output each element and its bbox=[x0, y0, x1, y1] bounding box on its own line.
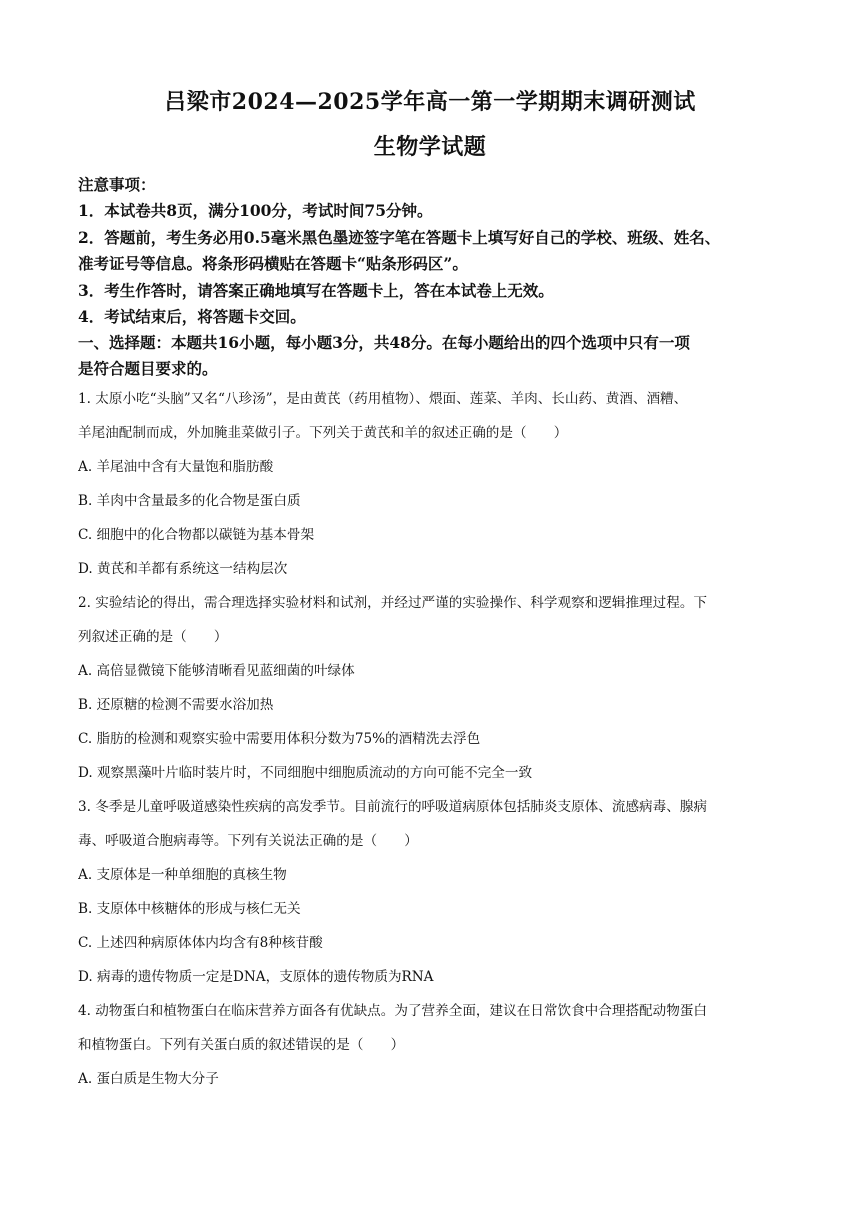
notice-item: 准考证号等信息。将条形码横贴在答题卡“贴条形码区”。 bbox=[78, 254, 468, 273]
section-heading-cont: 是符合题目要求的。 bbox=[78, 359, 218, 378]
notice-item: 1．本试卷共8页，满分100分，考试时间75分钟。 bbox=[78, 201, 433, 220]
notice-heading: 注意事项： bbox=[78, 175, 156, 194]
question-3-option-b: B. 支原体中核糖体的形成与核仁无关 bbox=[78, 901, 301, 917]
question-3-option-d: D. 病毒的遗传物质一定是DNA，支原体的遗传物质为RNA bbox=[78, 969, 434, 985]
question-1-stem-cont: 羊尾油配制而成，外加腌韭菜做引子。下列关于黄芪和羊的叙述正确的是（ ） bbox=[78, 425, 568, 441]
exam-subtitle: 生物学试题 bbox=[373, 134, 487, 160]
question-3-option-c: C. 上述四种病原体体内均含有8种核苷酸 bbox=[78, 935, 323, 951]
question-1-stem: 1. 太原小吃“头脑”又名“八珍汤”，是由黄芪（药用植物）、煨面、莲菜、羊肉、长山药、黄酒、酒糟、 bbox=[78, 391, 688, 407]
question-2-option-b: B. 还原糖的检测不需要水浴加热 bbox=[78, 697, 274, 713]
question-2-stem-cont: 列叙述正确的是（ ） bbox=[78, 629, 228, 645]
question-2-stem: 2. 实验结论的得出，需合理选择实验材料和试剂，并经过严谨的实验操作、科学观察和逻辑推理过程。下 bbox=[78, 595, 708, 611]
question-4-stem-cont: 和植物蛋白。下列有关蛋白质的叙述错误的是（ ） bbox=[78, 1037, 405, 1053]
question-2-option-a: A. 高倍显微镜下能够清晰看见蓝细菌的叶绿体 bbox=[78, 663, 355, 679]
question-1-option-d: D. 黄芪和羊都有系统这一结构层次 bbox=[78, 561, 288, 577]
notice-item: 3．考生作答时，请答案正确地填写在答题卡上，答在本试卷上无效。 bbox=[78, 281, 554, 300]
section-heading: 一、选择题：本题共16小题，每小题3分，共48分。在每小题给出的四个选项中只有一项 bbox=[78, 333, 690, 352]
question-3-stem-cont: 毒、呼吸道合胞病毒等。下列有关说法正确的是（ ） bbox=[78, 833, 418, 849]
question-1-option-b: B. 羊肉中含量最多的化合物是蛋白质 bbox=[78, 493, 301, 509]
question-2-option-c: C. 脂肪的检测和观察实验中需要用体积分数为75%的酒精洗去浮色 bbox=[78, 731, 481, 747]
question-3-stem: 3. 冬季是儿童呼吸道感染性疾病的高发季节。目前流行的呼吸道病原体包括肺炎支原体、流感病毒、腺病 bbox=[78, 799, 708, 815]
question-2-option-d: D. 观察黑藻叶片临时装片时，不同细胞中细胞质流动的方向可能不完全一致 bbox=[78, 765, 533, 781]
notice-item: 2．答题前，考生务必用0.5毫米黑色墨迹签字笔在答题卡上填写好自己的学校、班级、姓名、 bbox=[78, 228, 721, 247]
question-4-option-a: A. 蛋白质是生物大分子 bbox=[78, 1071, 219, 1087]
question-4-stem: 4. 动物蛋白和植物蛋白在临床营养方面各有优缺点。为了营养全面，建议在日常饮食中合理搭配动物蛋白 bbox=[78, 1003, 708, 1019]
question-3-option-a: A. 支原体是一种单细胞的真核生物 bbox=[78, 867, 287, 883]
question-1-option-c: C. 细胞中的化合物都以碳链为基本骨架 bbox=[78, 527, 315, 543]
notice-item: 4．考试结束后，将答题卡交回。 bbox=[78, 307, 306, 326]
question-1-option-a: A. 羊尾油中含有大量饱和脂肪酸 bbox=[78, 459, 274, 475]
exam-title: 吕梁市2024—2025学年高一第一学期期末调研测试 bbox=[164, 89, 696, 115]
